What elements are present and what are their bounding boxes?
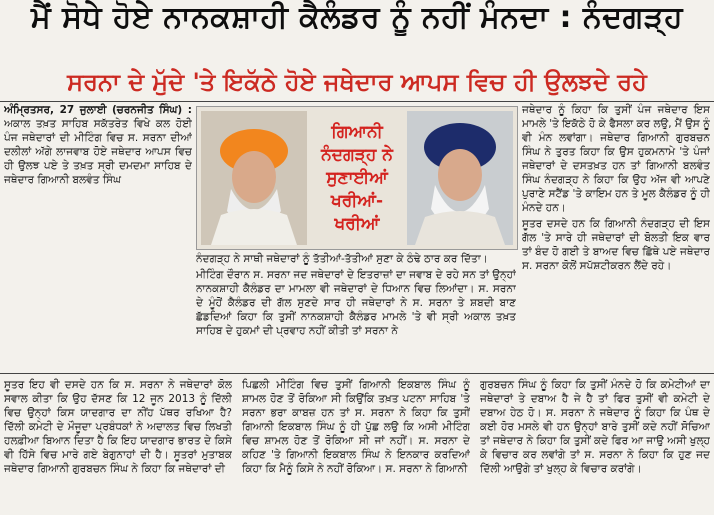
article-column-middle: [196, 252, 516, 368]
photo-jathedar-navy-turban: [407, 111, 513, 245]
col-mid-paragraph-2: ਮੀਟਿੰਗ ਦੌਰਾਨ ਸ. ਸਰਨਾ ਜਦ ਜਥੇਦਾਰਾਂ ਦੇ ਇਤਰਾਜ਼ਾਂ ਦਾ ਜਵਾਬ ਦੇ ਰਹੇ ਸਨ ਤਾਂ ਉਨ੍ਹਾਂ ਨਾਨਕਸ਼ਾਹੀ ਕੈਲੰਡਰ ਦਾ ਮਾਮਲਾ ਵੀ ਜਥੇਦਾਰਾਂ ਦੇ ਧਿਆਨ ਵਿਚ ਲਿਆਂਦਾ। ਸ. ਸਰਨਾ ਦੇ ਮੂੰਹੋਂ ਕੈਲੰਡਰ ਦੀ ਗੱਲ ਸੁਣਦੇ ਸਾਰ ਹੀ ਜਥੇਦਾਰਾਂ ਨੇ ਸ. ਸਰਨਾ ਤੇ ਸ਼ਬਦੀ ਬਾਣ ਛੱਡਦਿਆਂ ਕਿਹਾ ਕਿ ਤੁਸੀਂ ਨਾਨਕਸ਼ਾਹੀ ਕੈਲੰਡਰ ਮਾਮਲੇ 'ਤੇ ਵੀ ਸ੍ਰੀ ਅਕਾਲ ਤਖ਼ਤ ਸਾਹਿਬ ਦੇ ਹੁਕਮਾਂ ਦੀ ਪ੍ਰਵਾਹ ਨਹੀਂ ਕੀਤੀ ਤਾਂ ਸਰਨਾ ਨੇ: [196, 269, 516, 337]
photo-panel: [196, 106, 518, 250]
photo-jathedar-orange-turban: [201, 111, 307, 245]
bottom-rule: [0, 373, 714, 374]
col-right-paragraph-1: ਜਥੇਦਾਰ ਨੂੰ ਕਿਹਾ ਕਿ ਤੁਸੀਂ ਪੰਜ ਜਥੇਦਾਰ ਇਸ ਮਾਮਲੇ 'ਤੇ ਇਕੱਠੇ ਹੋ ਕੇ ਫੈਸਲਾ ਕਰ ਲਉ, ਮੈਂ ਉਸ ਨੂੰ ਵੀ ਮੰਨ ਲਵਾਂਗਾ। ਜਥੇਦਾਰ ਗਿਆਨੀ ਗੁਰਬਚਨ ਸਿੰਘ ਨੇ ਤੁਰਤ ਕਿਹਾ ਕਿ ਉਸ ਹੁਕਮਨਾਮੇ 'ਤੇ ਪੰਜਾਂ ਜਥੇਦਾਰਾਂ ਦੇ ਦਸਤਖ਼ਤ ਹਨ ਤਾਂ ਗਿਆਨੀ ਬਲਵੰਤ ਸਿੰਘ ਨੰਦਗੜ੍ਹ ਨੇ ਕਿਹਾ ਕਿ ਉਹ ਅੱਜ ਵੀ ਆਪਣੇ ਪੁਰਾਣੇ ਸਟੈਂਡ 'ਤੇ ਕਾਇਮ ਹਨ ਤੇ ਮੂਲ ਕੈਲੰਡਰ ਨੂੰ ਹੀ ਮੰਨਦੇ ਹਨ।: [522, 104, 710, 214]
col-mid-paragraph-1: ਨੰਦਗੜ੍ਹ ਨੇ ਸਾਥੀ ਜਥੇਦਾਰਾਂ ਨੂੰ ਤੱਤੀਆਂ-ਤੱਤੀਆਂ ਸੁਣਾ ਕੇ ਠੰਢੇ ਠਾਰ ਕਰ ਦਿੱਤਾ।: [196, 253, 488, 265]
article-column-bottom-3: ਗੁਰਬਚਨ ਸਿੰਘ ਨੂੰ ਕਿਹਾ ਕਿ ਤੁਸੀਂ ਮੰਨਦੇ ਹੋ ਕਿ ਕਮੇਟੀਆਂ ਦਾ ਜਥੇਦਾਰਾਂ ਤੇ ਦਬਾਅ ਹੈ ਜੇ ਹੈ ਤਾਂ ਫਿਰ ਤੁਸੀਂ ਵੀ ਕਮੇਟੀ ਦੇ ਦਬਾਅ ਹੇਠ ਹੋ। ਸ. ਸਰਨਾ ਨੇ ਜਥੇਦਾਰ ਨੂੰ ਕਿਹਾ ਕਿ ਪੰਥ ਦੇ ਕਈ ਹੋਰ ਮਸਲੇ ਵੀ ਹਨ ਉਨ੍ਹਾਂ ਬਾਰੇ ਤੁਸੀਂ ਕਦੇ ਨਹੀਂ ਸੋਚਿਆ ਤਾਂ ਜਥੇਦਾਰ ਨੇ ਕਿਹਾ ਕਿ ਤੁਸੀਂ ਕਦੇ ਫਿਰ ਆ ਜਾਉ ਅਸੀ ਖੁਲ੍ਹ ਕੇ ਵਿਚਾਰ ਕਰ ਲਵਾਂਗੇ ਤਾਂ ਸ. ਸਰਨਾ ਨੇ ਕਿਹਾ ਕਿ ਹੁਣ ਜਦ ਦਿੱਲੀ ਆਉਗੇ ਤਾਂ ਖੁਲ੍ਹ ਕੇ ਵਿਚਾਰ ਕਰਾਂਗੇ।: [480, 379, 710, 475]
headline: ਮੈਂ ਸੋਧੇ ਹੋਏ ਨਾਨਕਸ਼ਾਹੀ ਕੈਲੰਡਰ ਨੂੰ ਨਹੀਂ ਮੰਨਦਾ : ਨੰਦਗੜ੍ਹ: [30, 0, 683, 35]
pull-quote: ਗਿਆਨੀ ਨੰਦਗੜ੍ਹ ਨੇ ਸੁਣਾਈਆਂ ਖਰੀਆਂ-ਖਰੀਆਂ: [321, 122, 393, 234]
subheadline: ਸਰਨਾ ਦੇ ਮੁੱਦੇ 'ਤੇ ਇਕੱਠੇ ਹੋਏ ਜਥੇਦਾਰ ਆਪਸ ਵਿਚ ਹੀ ਉਲਝਦੇ ਰਹੇ: [67, 68, 647, 96]
dateline: ਅੰਮ੍ਰਿਤਸਰ, 27 ਜੁਲਾਈ (ਚਰਨਜੀਤ ਸਿੰਘ) :: [4, 104, 192, 116]
col-top-left-text: ਅਕਾਲ ਤਖ਼ਤ ਸਾਹਿਬ ਸਕੱਤਰੇਤ ਵਿਖੇ ਕਲ ਹੋਈ ਪੰਜ ਜਥੇਦਾਰਾਂ ਦੀ ਮੀਟਿੰਗ ਵਿਚ ਸ. ਸਰਨਾ ਦੀਆਂ ਦਲੀਲਾਂ ਅੱਗੇ ਲਾਜਵਾਬ ਹੋਏ ਜਥੇਦਾਰ ਆਪਸ ਵਿਚ ਹੀ ਉਲਝ ਪਏ ਤੇ ਤਖ਼ਤ ਸ੍ਰੀ ਦਮਦਮਾ ਸਾਹਿਬ ਦੇ ਜਥੇਦਾਰ ਗਿਆਨੀ ਬਲਵੰਤ ਸਿੰਘ: [4, 118, 192, 186]
article-column-top-left: [4, 103, 192, 235]
article-column-bottom-2: ਪਿਛਲੀ ਮੀਟਿੰਗ ਵਿਚ ਤੁਸੀਂ ਗਿਆਨੀ ਇਕਬਾਲ ਸਿੰਘ ਨੂੰ ਸ਼ਾਮਲ ਹੋਣ ਤੋਂ ਰੋਕਿਆ ਸੀ ਕਿਉਂਕਿ ਤਖ਼ਤ ਪਟਨਾ ਸਾਹਿਬ 'ਤੇ ਸਰਨਾ ਭਰਾ ਕਾਬਜ਼ ਹਨ ਤਾਂ ਸ. ਸਰਨਾ ਨੇ ਕਿਹਾ ਕਿ ਤੁਸੀਂ ਗਿਆਨੀ ਇਕਬਾਲ ਸਿੰਘ ਨੂੰ ਹੀ ਪੁੱਛ ਲਉ ਕਿ ਅਸੀ ਮੀਟਿੰਗ ਵਿਚ ਸ਼ਾਮਲ ਹੋਣ ਤੋਂ ਰੋਕਿਆ ਸੀ ਜਾਂ ਨਹੀਂ। ਸ. ਸਰਨਾ ਦੇ ਕਹਿਣ 'ਤੇ ਗਿਆਨੀ ਇਕਬਾਲ ਸਿੰਘ ਨੇ ਇਨਕਾਰ ਕਰਦਿਆਂ ਕਿਹਾ ਕਿ ਮੈਨੂੰ ਕਿਸੇ ਨੇ ਨਹੀਂ ਰੋਕਿਆ। ਸ. ਸਰਨਾ ਨੇ ਗਿਆਨੀ: [242, 379, 470, 475]
article-column-bottom-1: ਸੂਤਰ ਇਹ ਵੀ ਦਸਦੇ ਹਨ ਕਿ ਸ. ਸਰਨਾ ਨੇ ਜਥੇਦਾਰਾਂ ਕੋਲ ਸਵਾਲ ਕੀਤਾ ਕਿ ਉਹ ਦੱਸਣ ਕਿ 12 ਜੂਨ 2013 ਨੂੰ ਦਿੱਲੀ ਵਿਚ ਉਨ੍ਹਾਂ ਕਿਸ ਯਾਦਗਾਰ ਦਾ ਨੀਂਹ ਪੱਥਰ ਰਖਿਆ ਹੈ? ਦਿੱਲੀ ਕਮੇਟੀ ਦੇ ਮੌਜੂਦਾ ਪ੍ਰਬੰਧਕਾਂ ਨੇ ਅਦਾਲਤ ਵਿਚ ਲਿਖਤੀ ਹਲਫ਼ੀਆ ਬਿਆਨ ਦਿਤਾ ਹੈ ਕਿ ਇਹ ਯਾਦਗਾਰ ਭਾਰਤ ਦੇ ਕਿਸੇ ਵੀ ਹਿੱਸੇ ਵਿਚ ਮਾਰੇ ਗਏ ਬੇਗੁਨਾਹਾਂ ਦੀ ਹੈ। ਸੂਤਰਾਂ ਮੁਤਾਬਕ ਜਥੇਦਾਰ ਗਿਆਨੀ ਗੁਰਬਚਨ ਸਿੰਘ ਨੇ ਕਿਹਾ ਕਿ ਜਥੇਦਾਰਾਂ ਦੀ: [4, 379, 232, 475]
col-right-paragraph-2: ਸੂਤਰ ਦਸਦੇ ਹਨ ਕਿ ਗਿਆਨੀ ਨੰਦਗੜ੍ਹ ਦੀ ਇਸ ਗੱਲ 'ਤੇ ਸਾਰੇ ਹੀ ਜਥੇਦਾਰਾਂ ਦੀ ਬੋਲਤੀ ਇਕ ਵਾਰ ਤਾਂ ਬੰਦ ਹੋ ਗਈ ਤੇ ਬਾਅਦ ਵਿਚ ਛਿੱਥੇ ਪਏ ਜਥੇਦਾਰ ਸ. ਸਰਨਾ ਕੋਲੋਂ ਸਪੱਸ਼ਟੀਕਰਨ ਲੈਂਦੇ ਰਹੇ।: [522, 218, 710, 272]
article-column-right: [522, 103, 710, 368]
top-rule: [0, 101, 714, 102]
